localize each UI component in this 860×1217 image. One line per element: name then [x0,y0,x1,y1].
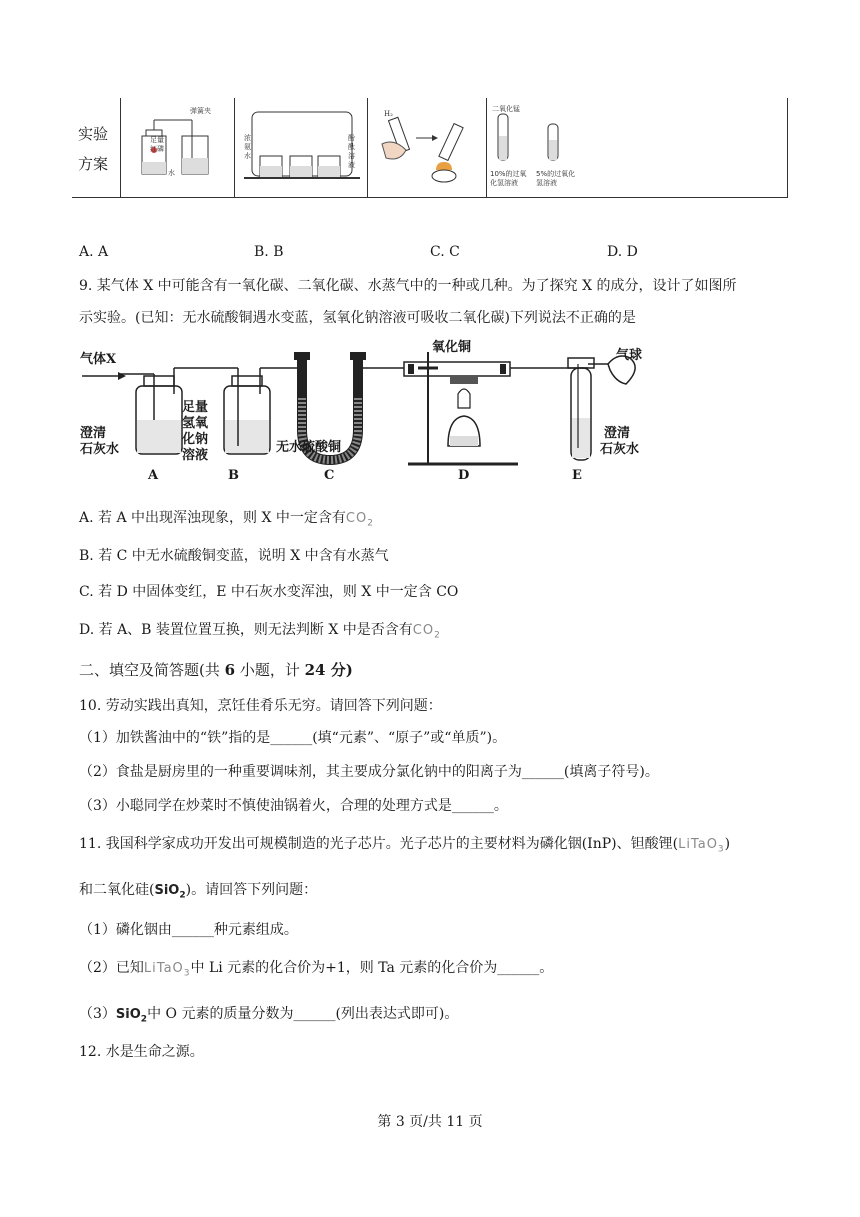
bottle-b-label-2: 氢氧 [182,416,209,431]
q9-option-d-text: D. 若 A、B 装置位置互换，则无法判断 X 中是否含有 [79,622,413,638]
co2-formula [345,511,374,529]
sio2-subscript: 2 [140,1014,148,1025]
ammonia-label: 浓氨水 [244,134,251,160]
letter-e: E [572,468,582,483]
q9-option-d [79,620,441,646]
litao3-subscript: 3 [717,844,725,855]
q10-stem: 10. 劳动实践出真知，烹饪佳肴乐无穷。请回答下列问题： [79,698,442,714]
sio2-symbol: SiO [115,1007,141,1022]
table-divider-4 [486,98,487,198]
section-title-suffix: 分) [325,661,353,679]
co2-symbol: CO [412,623,435,638]
co2-subscript: 2 [434,630,441,641]
q10-part-3: （3）小聪同学在炒菜时不慎使油锅着火，合理的处理方式是______。 [79,798,508,814]
bottle-b-label-1: 足量 [182,400,209,415]
q9-stem-line-1: 9. 某气体 X 中可能含有一氧化碳、二氧化碳、水蒸气中的一种或几种。为了探究 X 的成分，设计了如图所 [79,278,737,294]
q11-part-3-pre: （3） [79,1006,116,1022]
q9-option-c: C. 若 D 中固体变红，E 中石灰水变浑浊，则 X 中一定含 CO [79,584,459,600]
table-divider-1 [120,98,121,198]
litao3-subscript: 3 [183,968,191,979]
q9-option-a [79,508,374,534]
co2-symbol: CO [345,511,368,526]
balloon-label: 气球 [616,348,643,363]
q11-stem-close: ) [724,836,731,852]
table-divider-3 [367,98,368,198]
copper-oxide-label: 氧化铜 [432,340,472,355]
bottle-b-label-4: 溶液 [182,448,209,463]
q11-stem-text: 11. 我国科学家成功开发出可规模制造的光子芯片。光子芯片的主要材料为磷化铟(InP)、钽酸锂( [79,836,679,852]
q11-part-3-post: 中 O 元素的质量分数为______(列出表达式即可)。 [147,1006,459,1022]
q11-stem-line-1 [79,834,730,860]
q10-part-1: （1）加铁酱油中的“铁”指的是______(填“元素”、“原子”或“单质”)。 [79,730,507,746]
q11-stem-b-post: )。请回答下列问题： [185,882,318,898]
svg-text:H₂: H₂ [384,110,393,118]
letter-c: C [324,468,335,483]
q8-option-b: B. B [254,244,284,260]
q11-part-2-pre: （2）已知 [79,960,144,976]
tube-e-liquid-label-2: 石灰水 [600,442,640,457]
letter-a: A [148,468,159,483]
section-title-prefix: 二、填空及简答题(共 [79,661,225,679]
litao3-symbol: LiTaO [143,961,184,976]
table-bottom-border [72,197,788,198]
sio2-formula [115,1007,148,1025]
mno2-label: 二氧化锰 [492,105,520,113]
question-count: 6 [224,661,236,679]
clip-label: 弹簧夹 [190,107,211,115]
page-number-footer: 第 3 页/共 11 页 [377,1114,483,1130]
total-score: 24 [304,661,326,679]
sio2-symbol: SiO [154,883,180,898]
bottle-a-liquid-label-2: 石灰水 [80,442,120,457]
q9-stem-line-2: 示实验。(已知：无水硫酸铜遇水变蓝，氢氧化钠溶液可吸收二氧化碳)下列说法不正确的是 [79,310,636,326]
letter-d: D [458,468,470,483]
q11-stem-line-2 [79,880,317,906]
table-divider-5 [787,98,788,198]
letter-b: B [228,468,239,483]
q8-option-a: A. A [79,244,109,260]
sio2-formula [154,883,186,901]
q8-option-c: C. C [430,244,460,260]
section-title-mid: 小题，计 [235,661,305,679]
tube-e-liquid-label-1: 澄清 [604,426,631,441]
q11-part-3 [79,1004,458,1030]
table-row-label-2: 方案 [78,155,109,173]
water-label: 水 [168,169,175,177]
co2-subscript: 2 [367,518,374,529]
h2o2-5-label: 5%的过氧化氢溶液 [536,170,576,187]
phenolphthalein-label: 酚酞溶液 [348,134,355,169]
section-2-title [79,660,353,680]
sio2-subscript: 2 [179,890,186,901]
q11-part-1: （1）磷化铟由______种元素组成。 [79,922,298,938]
q9-option-a-text: A. 若 A 中出现浑浊现象，则 X 中一定含有 [79,510,346,526]
litao3-symbol: LiTaO [678,837,718,852]
apparatus-drawing [78,338,654,488]
q9-apparatus-diagram [78,338,654,488]
ammonia-diffusion-figure [240,106,364,192]
litao3-formula [678,837,725,855]
bottle-b-label-3: 化钠 [182,432,209,447]
q12-stem: 12. 水是生命之源。 [79,1044,204,1060]
q11-stem-b-pre: 和二氧化硅( [79,882,155,898]
gas-x-label: 气体X [80,352,117,367]
bottle-a-liquid-label-1: 澄清 [80,426,107,441]
q10-part-2: （2）食盐是厨房里的一种重要调味剂，其主要成分氯化钠中的阳离子为______(填离子符号)。 [79,764,659,780]
q9-option-b: B. 若 C 中无水硫酸铜变蓝，说明 X 中含有水蒸气 [79,548,389,564]
q8-option-d: D. D [607,244,638,260]
h2o2-10-label: 10%的过氧化氢溶液 [490,170,527,187]
table-row-label-1: 实验 [78,125,109,143]
red-phosphorus-label: 足量红磷 [150,136,164,153]
table-divider-2 [234,98,235,198]
u-tube-c-label: 无水硫酸铜 [276,440,342,455]
q11-part-2 [79,958,553,984]
experiment-table [72,98,788,198]
litao3-formula [143,961,191,979]
red-phosphorus-apparatus-figure [124,106,230,186]
co2-formula [412,623,441,641]
q11-part-2-post: 中 Li 元素的化合价为+1，则 Ta 元素的化合价为______。 [190,960,554,976]
hydrogen-test-figure [372,104,482,192]
